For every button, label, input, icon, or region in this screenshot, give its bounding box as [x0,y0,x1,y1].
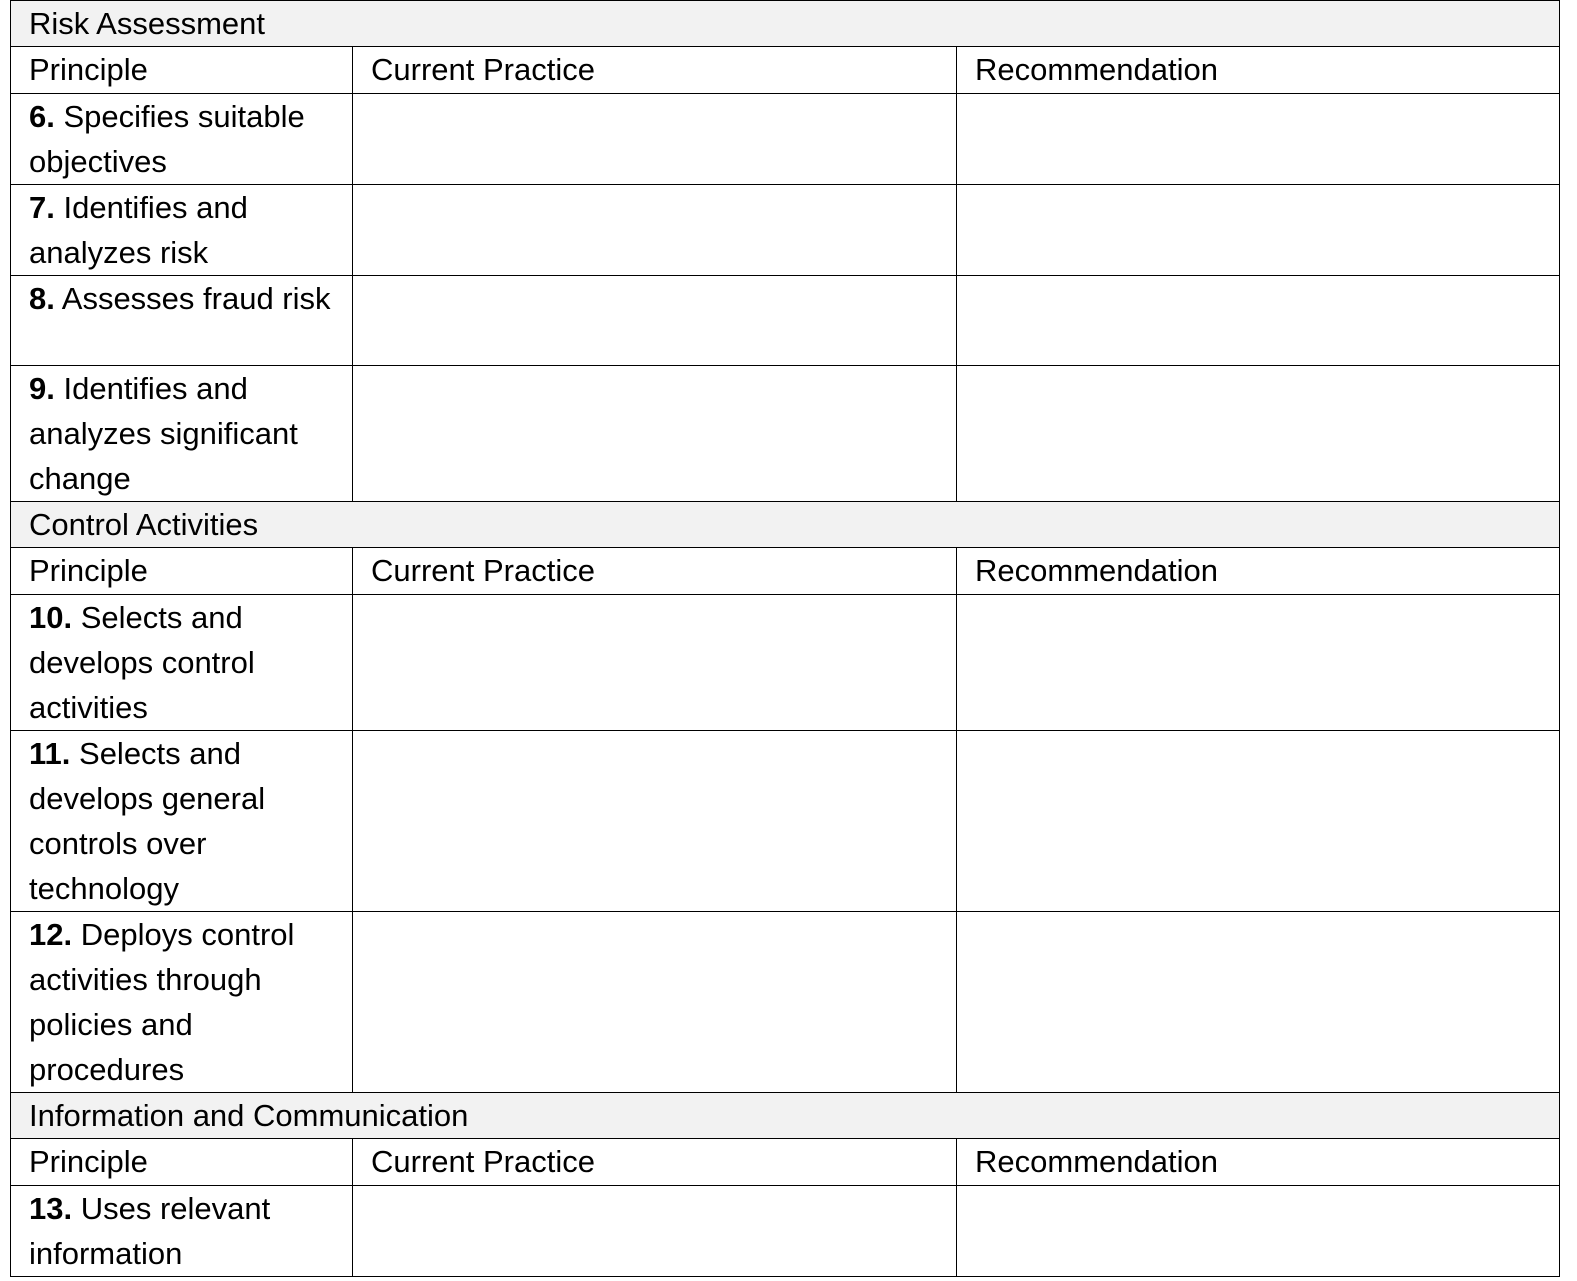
column-header-current-practice: Current Practice [353,47,957,94]
recommendation-cell[interactable] [957,912,1560,1093]
column-header-row [11,47,1560,94]
principle-number: 9. [29,371,55,406]
section-header-information-and-communication [11,1093,1560,1139]
current-practice-cell[interactable] [353,731,957,912]
principle-text: Specifies suitable objectives [29,99,305,179]
principle-number: 12. [29,917,73,952]
principle-cell [11,1186,353,1277]
recommendation-cell[interactable] [957,1186,1560,1277]
principle-text: Identifies and analyzes risk [29,190,248,270]
principle-cell [11,276,353,366]
principle-number: 11. [29,736,71,771]
principle-text: Deploys control activities through policies and procedures [29,917,295,1087]
table-row [11,595,1560,731]
column-header-recommendation: Recommendation [957,548,1560,595]
principle-text: Selects and develops general controls over technology [29,736,266,906]
table-row [11,366,1560,502]
principle-number: 13. [29,1191,73,1226]
recommendation-cell[interactable] [957,276,1560,366]
principle-number: 8. [29,281,55,316]
column-header-principle: Principle [11,548,353,595]
principle-cell [11,185,353,276]
column-header-principle: Principle [11,47,353,94]
principle-cell [11,366,353,502]
principle-cell [11,912,353,1093]
section-title: Risk Assessment [11,1,1560,47]
principle-number: 7. [29,190,55,225]
column-header-current-practice: Current Practice [353,548,957,595]
current-practice-cell[interactable] [353,185,957,276]
principle-cell [11,731,353,912]
section-header-risk-assessment [11,1,1560,47]
current-practice-cell[interactable] [353,276,957,366]
principles-assessment-table [10,0,1560,1277]
table-row [11,912,1560,1093]
recommendation-cell[interactable] [957,185,1560,276]
column-header-principle: Principle [11,1139,353,1186]
section-title: Control Activities [11,502,1560,548]
column-header-recommendation: Recommendation [957,1139,1560,1186]
current-practice-cell[interactable] [353,595,957,731]
current-practice-cell[interactable] [353,94,957,185]
current-practice-cell[interactable] [353,366,957,502]
principle-number: 6. [29,99,55,134]
principle-cell [11,94,353,185]
table-row [11,276,1560,366]
recommendation-cell[interactable] [957,366,1560,502]
table-row [11,731,1560,912]
column-header-row [11,548,1560,595]
recommendation-cell[interactable] [957,731,1560,912]
current-practice-cell[interactable] [353,1186,957,1277]
section-header-control-activities [11,502,1560,548]
principle-text: Identifies and analyzes significant change [29,371,298,496]
table-row [11,94,1560,185]
principle-cell [11,595,353,731]
table-row [11,185,1560,276]
column-header-row [11,1139,1560,1186]
table-row [11,1186,1560,1277]
recommendation-cell[interactable] [957,94,1560,185]
column-header-recommendation: Recommendation [957,47,1560,94]
principle-text: Uses relevant information [29,1191,271,1271]
principle-text: Selects and develops control activities [29,600,255,725]
current-practice-cell[interactable] [353,912,957,1093]
recommendation-cell[interactable] [957,595,1560,731]
section-title: Information and Communication [11,1093,1560,1139]
principle-text: Assesses fraud risk [61,281,331,316]
principle-number: 10. [29,600,73,635]
column-header-current-practice: Current Practice [353,1139,957,1186]
